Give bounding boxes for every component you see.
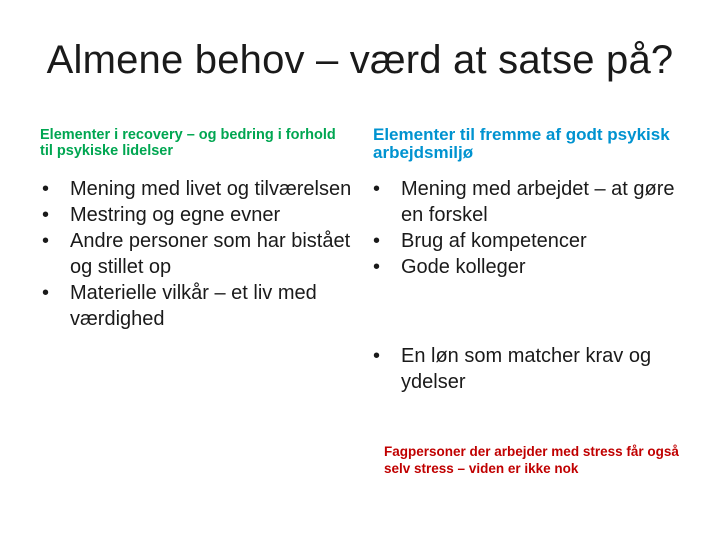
list-item [371,228,701,254]
slide-title: Almene behov – værd at satse på? [46,38,674,82]
list-item [371,343,701,395]
bullet-icon: • [42,178,50,200]
bullet-icon: • [373,256,381,278]
right-bullet-list-extra [371,343,701,395]
list-item-text: Mening med livet og tilværelsen [70,178,352,200]
bullet-icon: • [42,230,50,252]
list-item [40,202,360,228]
list-item [40,280,360,332]
right-bullet-list [371,176,701,280]
list-item [371,176,701,228]
list-item-text: Mening med arbejdet – at gøre en forskel [401,178,675,226]
list-item-text: Materielle vilkår – et liv med værdighed [70,282,317,330]
list-item-text: Gode kolleger [401,256,526,278]
bullet-icon: • [373,178,381,200]
left-column-heading: Elementer i recovery – og bedring i forhold til psykiske lidelser [40,127,336,159]
list-item-text: Mestring og egne evner [70,204,281,226]
right-column-heading: Elementer til fremme af godt psykisk arbejdsmiljø [373,125,670,163]
list-item-text: Brug af kompetencer [401,230,587,252]
bullet-icon: • [42,204,50,226]
bullet-icon: • [373,345,381,367]
list-item-text: Andre personer som har bistået og stillet op [70,230,351,278]
stress-note: Fagpersoner der arbejder med stress får også selv stress – viden er ikke nok [384,444,679,476]
list-item [40,176,360,202]
list-item-text: En løn som matcher krav og ydelser [401,345,652,393]
bullet-icon: • [373,230,381,252]
list-item [371,254,701,280]
left-bullet-list [40,176,360,332]
list-item [40,228,360,280]
bullet-icon: • [42,282,50,304]
